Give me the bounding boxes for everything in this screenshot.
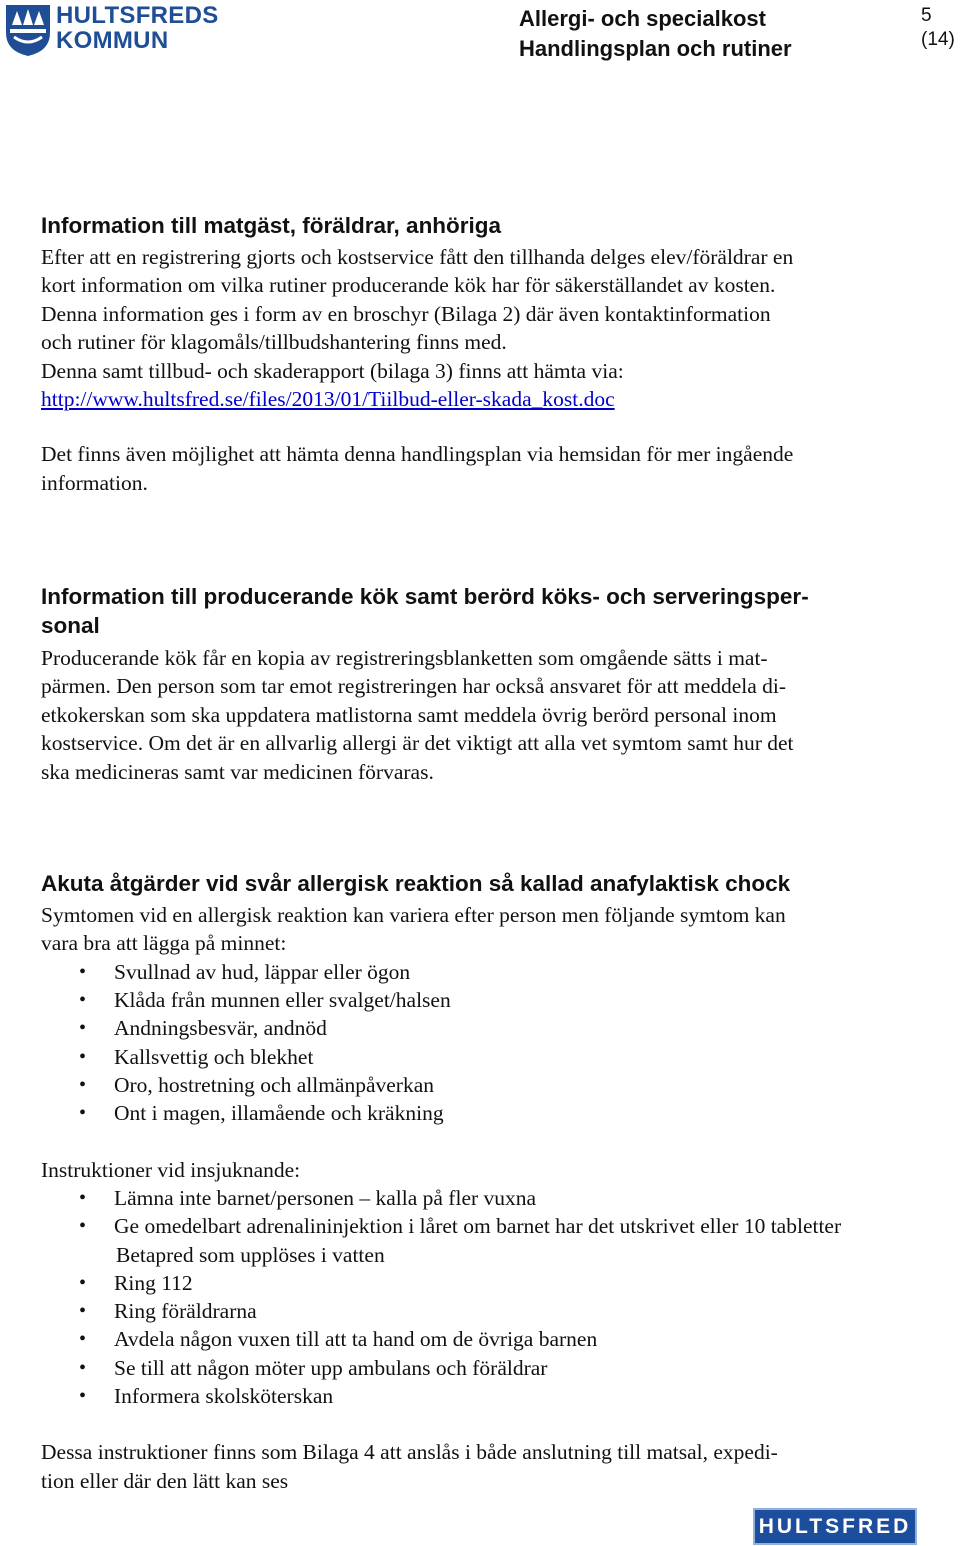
- list-item: • Ring 112: [41, 1269, 921, 1297]
- page-current: 5: [921, 5, 932, 26]
- footer-logo-text: HULTSFRED: [758, 1515, 912, 1538]
- list-item: • Oro, hostretning och allmänpåverkan: [41, 1071, 921, 1099]
- instruction-list: [41, 1184, 921, 1410]
- paragraph-line: pärmen. Den person som tar emot registreringen har också ansvaret för att meddela di-: [41, 674, 787, 699]
- paragraph-line: kort information om vilka rutiner producerande kök har för säkerställandet av kosten.: [41, 273, 776, 298]
- paragraph-line: och rutiner för klagomåls/tillbudshantering finns med.: [41, 330, 507, 355]
- paragraph-line: vara bra att lägga på minnet:: [41, 931, 287, 956]
- page-number: [921, 4, 960, 52]
- paragraph-line: Symtomen vid en allergisk reaktion kan variera efter person men följande symtom kan: [41, 903, 786, 927]
- list-item: • Klåda från munnen eller svalget/halsen: [41, 986, 921, 1014]
- section-heading: [41, 582, 921, 640]
- page-total: (14): [921, 29, 955, 50]
- list-item-text: • Ge omedelbart adrenalininjektion i låret om barnet har det utskrivet eller 10 tabletter: [114, 1214, 842, 1239]
- list-item: • Ont i magen, illamående och kräkning: [41, 1099, 921, 1127]
- section-akuta-atgarder: [41, 869, 921, 1495]
- paragraph-line: Efter att en registrering gjorts och kostservice fått den tillhanda delges elev/föräldrar en: [41, 245, 794, 269]
- footer-logo: [753, 1508, 917, 1545]
- list-item: • Lämna inte barnet/personen – kalla på fler vuxna: [41, 1184, 921, 1212]
- municipality-logo: [4, 2, 219, 57]
- paragraph-line: Producerande kök får en kopia av registreringsblanketten som omgående sätts i mat-: [41, 646, 768, 670]
- title-line-1: Allergi- och specialkost: [519, 6, 766, 31]
- instructions-label: Instruktioner vid insjuknande:: [41, 1157, 301, 1182]
- list-item: [41, 1212, 921, 1269]
- logo-line-1: HULTSFREDS: [56, 2, 219, 29]
- list-item: • Kallsvettig och blekhet: [41, 1043, 921, 1071]
- section-producerande-kok: [41, 582, 921, 786]
- paragraph-line: Denna information ges i form av en broschyr (Bilaga 2) där även kontaktinformation: [41, 301, 771, 326]
- list-item: • Avdela någon vuxen till att ta hand om de övriga barnen: [41, 1325, 921, 1353]
- list-item: • Informera skolsköterskan: [41, 1382, 921, 1410]
- tillbud-report-link[interactable]: http://www.hultsfred.se/files/2013/01/Tiilbud-eller-skada_kost.doc: [41, 387, 615, 412]
- list-item: • Andningsbesvär, andnöd: [41, 1014, 921, 1042]
- paragraph-line: information.: [41, 470, 148, 495]
- title-line-2: Handlingsplan och rutiner: [519, 36, 792, 61]
- section-heading: Akuta åtgärder vid svår allergisk reaktion så kallad anafylaktisk chock: [41, 871, 791, 896]
- heading-line: sonal: [41, 613, 100, 638]
- paragraph-line: Denna samt tillbud- och skaderapport (bilaga 3) finns att hämta via:: [41, 358, 624, 383]
- logo-line-2: KOMMUN: [56, 27, 169, 54]
- paragraph-line: tion eller där den lätt kan ses: [41, 1468, 289, 1493]
- paragraph-line: etkokerskan som ska uppdatera matlistorna samt meddela övrig berörd personal inom: [41, 702, 777, 727]
- list-item: • Ring föräldrarna: [41, 1297, 921, 1325]
- heading-line: Information till producerande kök samt berörd köks- och serveringsper-: [41, 584, 809, 609]
- section-heading: Information till matgäst, föräldrar, anhöriga: [41, 213, 502, 238]
- list-item-continuation: Betapred som upplöses i vatten: [116, 1242, 385, 1267]
- list-item: • Svullnad av hud, läppar eller ögon: [41, 958, 921, 986]
- paragraph-line: Det finns även möjlighet att hämta denna handlingsplan via hemsidan för mer ingående: [41, 442, 794, 467]
- paragraph-line: ska medicineras samt var medicinen förvaras.: [41, 759, 434, 784]
- coat-of-arms-icon: [4, 3, 52, 57]
- section-matgast-info: [41, 211, 921, 497]
- paragraph-line: Dessa instruktioner finns som Bilaga 4 att anslås i både anslutning till matsal, expedi-: [41, 1440, 778, 1465]
- symptom-list: [41, 958, 921, 1128]
- list-item: • Se till att någon möter upp ambulans och föräldrar: [41, 1354, 921, 1382]
- paragraph-line: kostservice. Om det är en allvarlig allergi är det viktigt att alla vet symtom samt hur det: [41, 731, 794, 756]
- document-title: [519, 4, 899, 64]
